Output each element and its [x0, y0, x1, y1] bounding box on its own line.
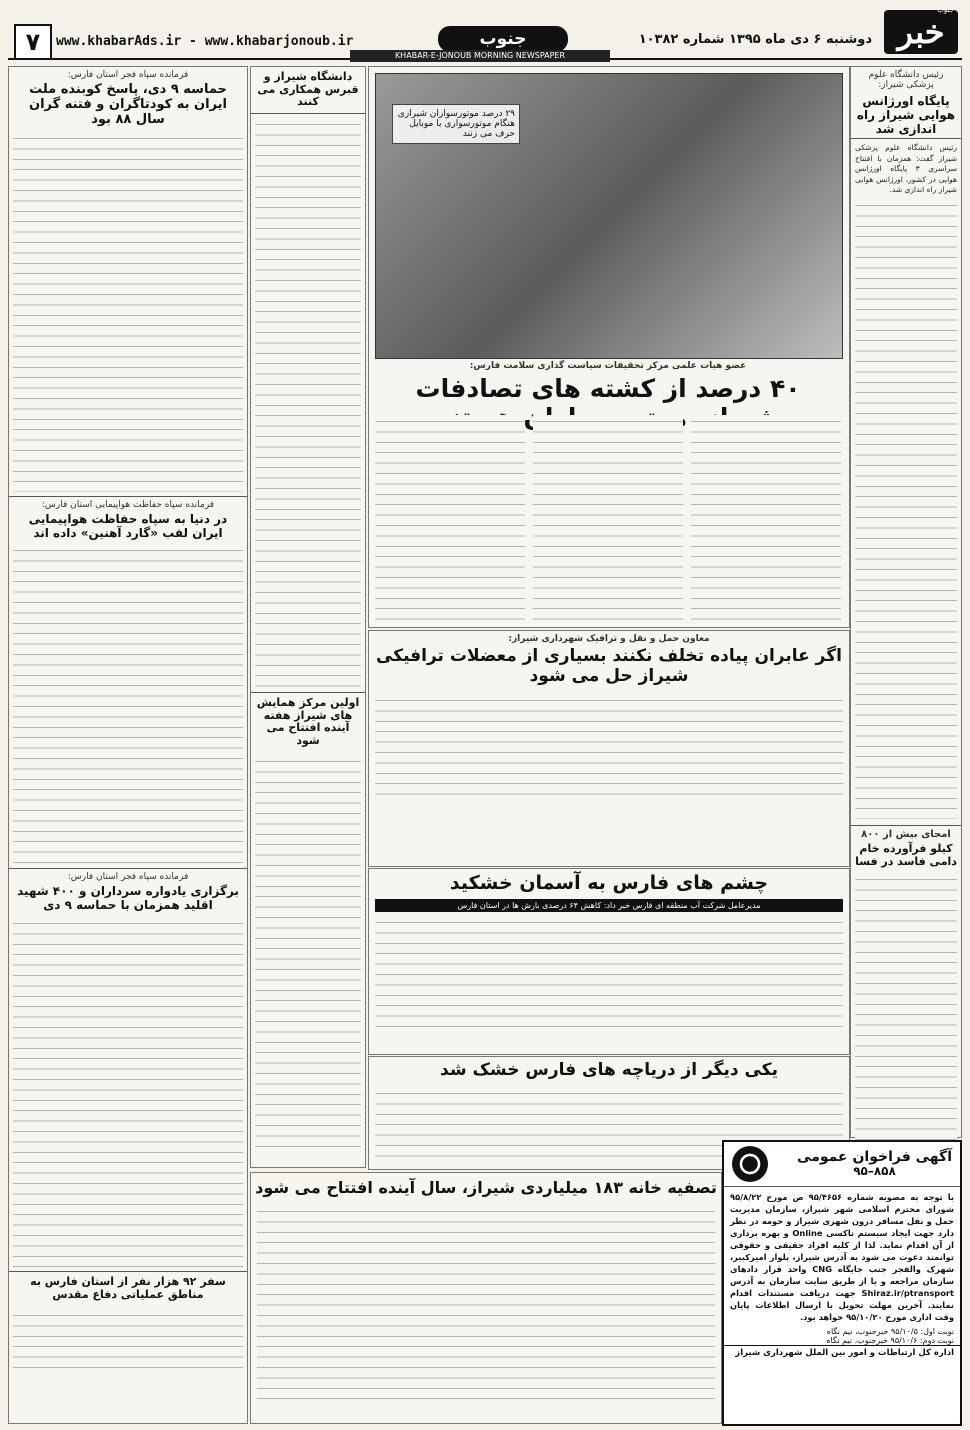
ad-footer: اداره کل ارتباطات و امور بین الملل شهرداری شیراز [724, 1345, 960, 1360]
right-kicker: رئیس دانشگاه علوم پزشکی شیراز: [868, 70, 944, 90]
right-kicker-2: امحای بیش از ۸۰۰ [861, 829, 951, 841]
traffic-kicker: معاون حمل و نقل و ترافیک شهرداری شیراز: [508, 634, 710, 644]
brand-sub: جنوب [937, 6, 954, 14]
left-headline-4: سفر ۹۲ هزار نفر از استان فارس به مناطق عملیاتی دفاع مقدس [30, 1275, 226, 1301]
ad-title: آگهی فراخوان عمومی [797, 1149, 952, 1166]
photo-caption: ۲۹ درصد موتورسواران شیرازی هنگام موتورسواری با موبایل حرف می زنند [392, 104, 520, 144]
drought-kicker: مدیرعامل شرکت آب منطقه ای فارس خبر داد: کاهش ۶۴ درصدی بارش ها در استان فارس [375, 899, 843, 912]
left-headline-2: در دنیا به سپاه حفاظت هواپیمایی ایران لقب «گارد آهنین» داده اند [28, 511, 228, 540]
traffic-headline: اگر عابران پیاده تخلف نکنند بسیاری از معضلات ترافیکی شیراز حل می شود [376, 646, 842, 686]
ad-body: با توجه به مصوبه شماره ۹۵/۴۶۵۶ ص مورخ ۹۵/۸/۲۲ شورای محترم اسلامی شهر شیراز، سازمان مدیریت حمل و نقل مسافر درون شهری شیراز و حومه در نظر دارد جهت ایجاد سیستم تاکسی Online و بهره برداری از آن اقدام نماید. لذا از کلیه افراد حقیقی و حقوقی توانمند دعوت می شود به آدرس شیراز، بلوار امیرکبیر، شهرک والفجر جنب جایگاه CNG واحد قرار دادهای سازمان مراجعه و یا از طریق سایت سازمان به آدرس Shiraz.ir/ptransport جهت دریافت مستندات اقدام نمایند. آخرین مهلت تحویل با ارسال اطلاعات پایان وقت اداری مورخ ۹۵/۱۰/۲۰ خواهد بود. [730, 1192, 955, 1322]
left-kicker: فرمانده سپاه فجر استان فارس: [67, 70, 189, 80]
issue-date: دوشنبه ۶ دی ماه ۱۳۹۵ شماره ۱۰۳۸۲ [638, 32, 872, 47]
water-headline: تصفیه خانه ۱۸۳ میلیاردی شیراز، سال آینده افتتاح می شود [255, 1178, 717, 1197]
right-headline-2: کیلو فرآورده خام دامی فاسد در فسا [855, 842, 957, 869]
left-headline-3: برگزاری یادواره سرداران و ۴۰۰ شهید اقلید همزمان با حماسه ۹ دی [17, 884, 239, 913]
mid-body [255, 118, 361, 688]
left-kicker-2: فرمانده سپاه حفاظت هواپیمایی استان فارس: [41, 499, 215, 510]
ad-line-1: نوبت اول: ۹۵/۱۰/۵ خبرجنوب، نیم نگاه [826, 1327, 954, 1336]
right-column [850, 66, 962, 1138]
motorcycle-photo [375, 73, 843, 359]
left-column [8, 66, 248, 1424]
main-story [368, 66, 850, 628]
left-headline: حماسه ۹ دی، پاسخ کوبنده ملت ایران به کودتاگران و فتنه گران سال ۸۸ بود [28, 82, 227, 127]
ad-line-2: نوبت دوم: ۹۵/۱۰/۶ خبرجنوب، نیم نگاه [826, 1336, 954, 1345]
mid-headline-2: اولین مرکز همایش های شیراز هفته آینده افتتاح می شود [256, 695, 360, 747]
water-body [257, 1205, 715, 1405]
municipality-logo-icon [732, 1146, 768, 1182]
left-body-3 [13, 917, 243, 1267]
mid-headline: دانشگاه شیراز و قبرس همکاری می کنند [257, 70, 359, 109]
drought-headline: چشم های فارس به آسمان خشکید [449, 872, 769, 894]
section-name: جنوب [438, 26, 568, 52]
traffic-body [375, 694, 843, 804]
ad-number: ۸۵۸–۹۵ [853, 1164, 896, 1179]
right-headline: پایگاه اورژانس هوایی شیراز راه اندازی شد [856, 94, 956, 136]
left-kicker-3: فرمانده سپاه فجر استان فارس: [67, 872, 189, 883]
mid-body-2 [255, 755, 361, 1155]
left-body-2 [13, 544, 243, 864]
main-col-1 [375, 415, 525, 621]
traffic-story [368, 630, 850, 867]
public-notice-ad [722, 1140, 962, 1426]
water-story [250, 1172, 722, 1424]
lake-headline: یکی دیگر از دریاچه های فارس خشک شد [440, 1060, 778, 1080]
site-urls[interactable]: www.khabarAds.ir - www.khabarjonoub.ir [56, 34, 354, 49]
middle-column [250, 66, 366, 1168]
masthead-strip: KHABAR-E-JONOUB MORNING NEWSPAPER [350, 50, 610, 62]
main-col-3 [691, 415, 841, 621]
left-body [13, 132, 243, 492]
main-kicker: عضو هیات علمی مرکز تحقیقات سیاست گذاری سلامت فارس: [469, 361, 747, 371]
page-number: ۷ [14, 24, 52, 60]
main-col-2 [533, 415, 683, 621]
main-headline: ۴۰ درصد از کشته های تصادفات [415, 374, 801, 403]
brand-logo: خبر [884, 10, 958, 54]
left-body-4 [13, 1309, 243, 1369]
drought-story [368, 868, 850, 1055]
right-lead: رئیس دانشگاه علوم پزشکی شیراز گفت: همزمان با افتتاح سراسری ۳ پایگاه اورژانس هوایی در کشور، اورژانس هوایی شیراز راه اندازی شد. [855, 143, 957, 195]
drought-body [375, 916, 843, 1036]
right-body-text [855, 199, 957, 819]
right-body-text-2 [855, 873, 957, 1143]
